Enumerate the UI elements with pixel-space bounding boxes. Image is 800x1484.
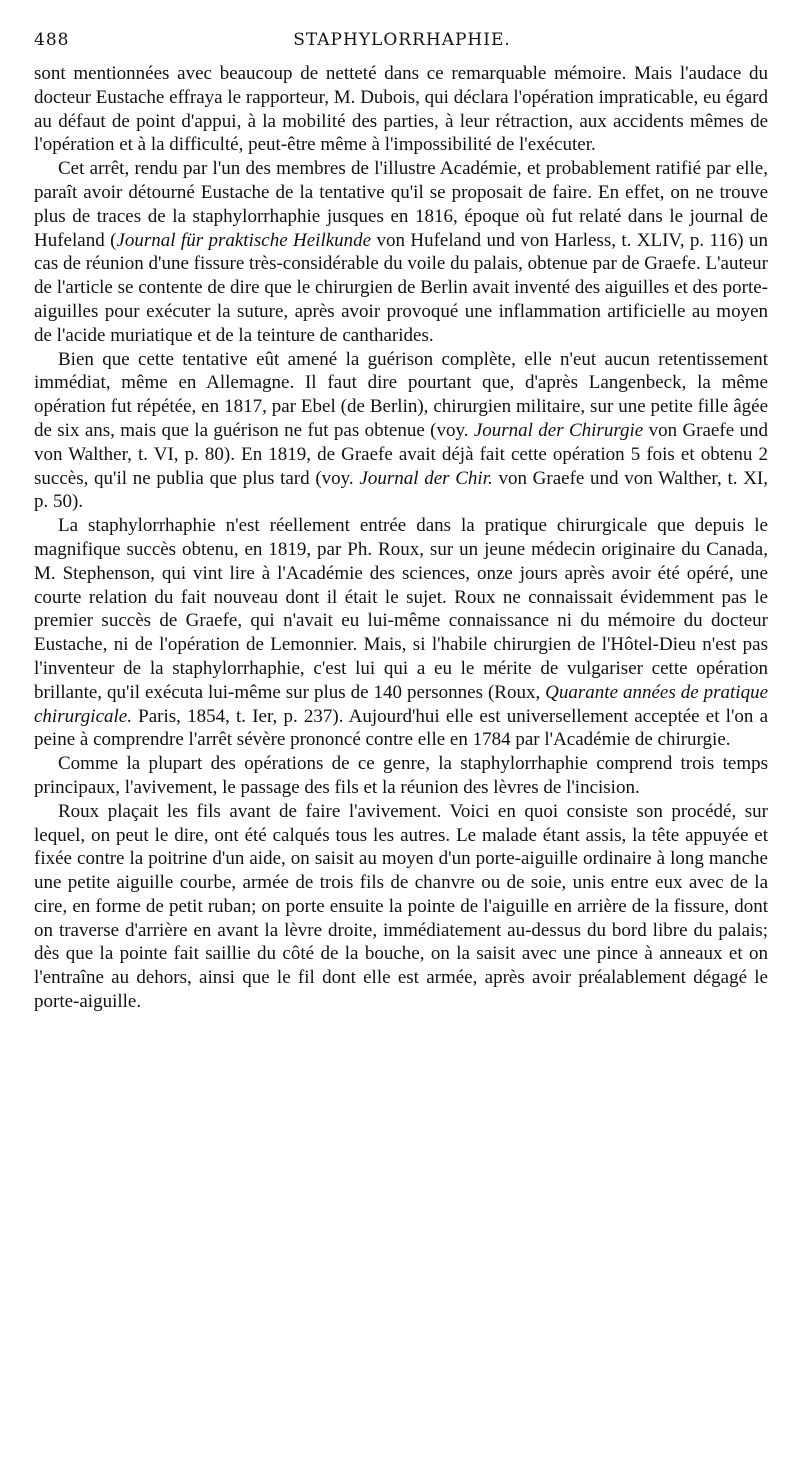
paragraph	[34, 157, 768, 347]
text-segment: Roux plaçait les fils avant de faire l'avivement. Voici en quoi consiste son procédé, sur lequel, on peut le dire, ont été calqués tous les autres. Le malade étant assis, la tête appuyée et fixée contre la poitrine d'un aide, on saisit au moyen d'un porte-aiguille ordinaire à long manche une petite aiguille courbe, armée de trois fils de chanvre ou de soie, unis entre eux avec de la cire, en forme de petit ruban; on porte ensuite la pointe de l'aiguille en arrière de la fissure, dont on traverse d'arrière en avant la lèvre droite, immédiatement au-dessus du bord libre du palais; dès que la pointe fait saillie du côté de la bouche, on la saisit avec une pince à anneaux et on l'entraîne au dehors, ainsi que le fil dont elle est armée, après avoir préalablement dégagé le porte-aiguille.	[34, 800, 768, 1013]
text-segment: La staphylorrhaphie n'est réellement entrée dans la pratique chirurgicale que depuis le magnifique succès obtenu, en 1819, par Ph. Roux, sur un jeune médecin originaire du Canada, M. Stephenson, qui vint lire à l'Académie des sciences, onze jours après avoir été opéré, une courte relation du fait nouveau dont il était le sujet. Roux ne connaissait évidemment pas le premier succès de Graefe, qui n'avait eu lui-même connaissance ni du mémoire du docteur Eustache, ni de l'opération de Lemonnier. Mais, si l'habile chirurgien de l'Hôtel-Dieu n'est pas l'inventeur de la staphylorrhaphie, c'est lui qui a eu le mérite de vulgariser cette opération brillante, qu'il exécuta lui-même sur plus de 140 personnes (Roux,	[34, 515, 768, 703]
italic-citation: Quarante années de pratique chirurgicale.	[34, 681, 769, 727]
text-segment: Bien que cette tentative eût amené la guérison complète, elle n'eut aucun retentissement immédiat, même en Allemagne. Il faut dire pourtant que, d'après Langenbeck, la même opération fut répétée, en 1817, par Ebel (de Berlin), chirurgien militaire, sur une petite fille âgée de six ans, mais que la guérison ne fut pas obtenue (voy.	[34, 348, 768, 441]
text-segment: von Graefe und von Walther, t. VI, p. 80). En 1819, de Graefe avait déjà fait cette opération 5 fois et obtenu 2 succès, qu'il ne publia que plus tard (voy.	[34, 419, 768, 489]
paragraph	[34, 62, 768, 157]
running-head: STAPHYLORRHAPHIE.	[293, 30, 511, 50]
text-segment: Paris, 1854, t. Ier, p. 237). Aujourd'hui elle est universellement acceptée et l'on a peine à comprendre l'arrêt sévère prononcé contre elle en 1784 par l'Académie de chirurgie.	[34, 705, 768, 751]
paragraph	[34, 514, 768, 752]
text-segment: von Graefe und von Walther, t. XI, p. 50).	[34, 467, 768, 513]
body-text	[34, 62, 768, 1014]
text-segment: Cet arrêt, rendu par l'un des membres de l'illustre Académie, et probablement ratifié par elle, paraît avoir détourné Eustache de la tentative qu'il se proposait de faire. En effet, on ne trouve plus de traces de la staphylorrhaphie jusques en 1816, époque où fut relaté dans le journal de Hufeland (	[34, 158, 768, 251]
text-segment: sont mentionnées avec beaucoup de netteté dans ce remarquable mémoire. Mais l'audace du docteur Eustache effraya le rapporteur, M. Dubois, qui déclara l'opération impraticable, eu égard au défaut de point d'appui, à la mobilité des parties, à leur rétraction, aux accidents mêmes de l'opération et à la difficulté, peut-être même à l'impossibilité de l'exécuter.	[34, 63, 768, 156]
italic-citation: Journal für praktische Heilkunde	[116, 229, 372, 251]
text-segment: Comme la plupart des opérations de ce genre, la staphylorrhaphie comprend trois temps principaux, l'avivement, le passage des fils et la réunion des lèvres de l'incision.	[34, 753, 768, 798]
italic-citation: Journal der Chirurgie	[473, 419, 644, 441]
page-number: 488	[34, 30, 70, 50]
page-header	[34, 30, 770, 54]
paragraph	[34, 800, 768, 1014]
text-segment: von Hufeland und von Harless, t. XLIV, p. 116) un cas de réunion d'une fissure très-considérable du voile du palais, obtenue par de Graefe. L'auteur de l'article se contente de dire que le chirurgien de Berlin avait inventé des aiguilles et des porte-aiguilles pour exécuter la suture, après avoir provoqué une inflammation artificielle au moyen de l'acide muriatique et de la teinture de cantharides.	[34, 229, 768, 346]
paragraph	[34, 348, 768, 515]
paragraph	[34, 752, 768, 800]
italic-citation: Journal der Chir.	[359, 467, 493, 489]
